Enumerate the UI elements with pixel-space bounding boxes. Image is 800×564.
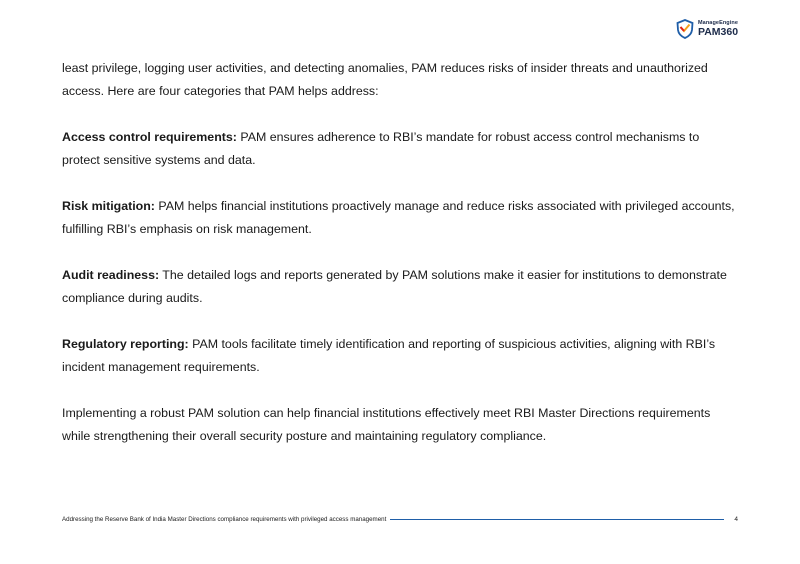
paragraph-text: PAM ensures adherence to RBI’s mandate for robust access control mechanisms to protect sensitive systems and data. [62,130,700,167]
logo-brand-text: ManageEngine [698,19,739,26]
regulatory-reporting-paragraph [62,333,738,379]
page-footer [62,516,738,523]
footer-title: Addressing the Reserve Bank of India Master Directions compliance requirements with privileged access management [62,516,387,523]
paragraph-text: The detailed logs and reports generated by PAM solutions make it easier for institutions to demonstrate compliance during audits. [62,268,727,305]
brand-logo [676,19,738,39]
intro-paragraph: least privilege, logging user activities, and detecting anomalies, PAM reduces risks of insider threats and unauthorized access. Here are four categories that PAM helps address: [62,61,708,98]
body-content [62,57,738,471]
paragraph-term: Risk mitigation: [62,199,155,213]
paragraph-term: Audit readiness: [62,268,160,282]
pam360-shield-icon [676,19,694,39]
page-number: 4 [734,516,738,523]
paragraph-text: PAM tools facilitate timely identification and reporting of suspicious activities, aligning with RBI’s incident management requirements. [62,337,716,374]
paragraph-term: Regulatory reporting: [62,337,189,351]
footer-divider [390,519,724,521]
conclusion-paragraph: Implementing a robust PAM solution can help financial institutions effectively meet RBI Master Directions requirements while strengthening their overall security posture and maintaining regulatory compliance. [62,406,711,443]
access-control-paragraph [62,126,738,172]
logo-product-text: PAM360 [698,26,739,38]
paragraph-text: PAM helps financial institutions proactively manage and reduce risks associated with privileged accounts, fulfilling RBI’s emphasis on risk management. [62,199,735,236]
logo-wordmark [698,21,738,38]
paragraph-term: Access control requirements: [62,130,237,144]
audit-readiness-paragraph [62,264,738,310]
risk-mitigation-paragraph [62,195,738,241]
